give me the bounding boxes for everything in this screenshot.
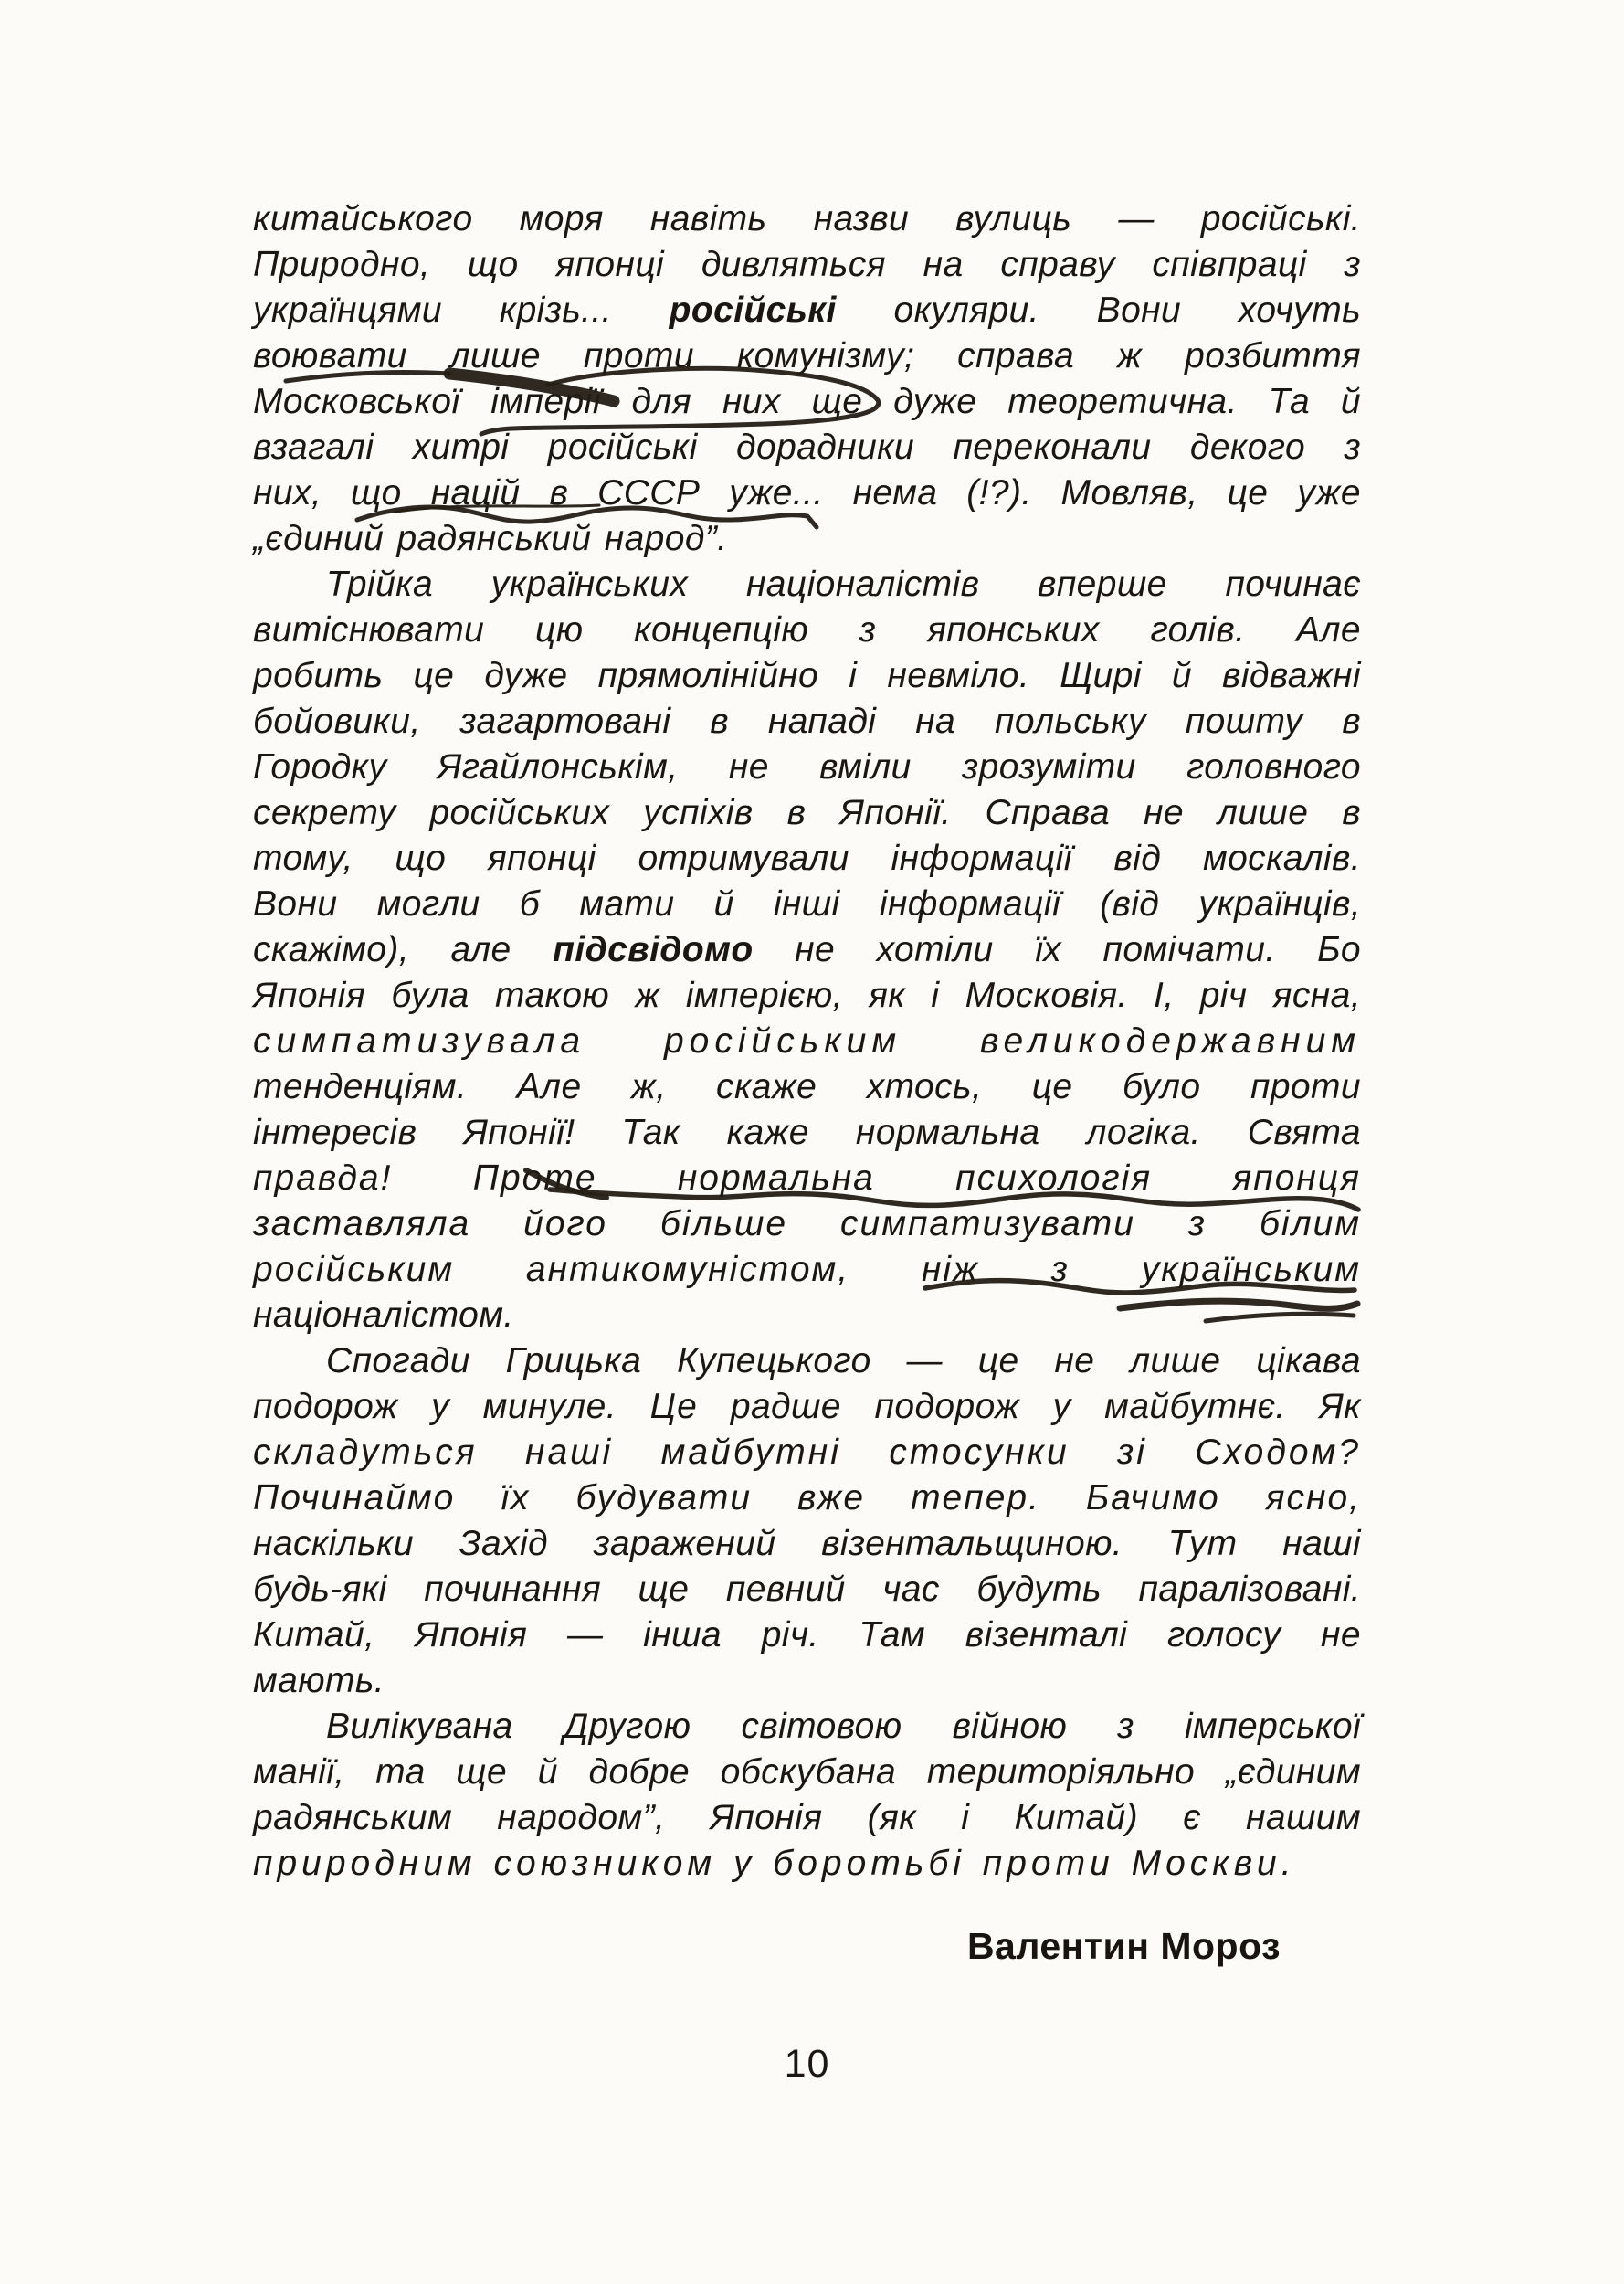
- text-run: інтересів Японії! Так каже нормальна логіка. Свята: [253, 1113, 1361, 1152]
- text-line: [253, 1658, 1361, 1704]
- text-line: [253, 1338, 1361, 1384]
- text-line: [253, 1156, 1361, 1201]
- text-line: [253, 790, 1361, 836]
- text-run: складуться наші майбутні стосунки зі Сходом?: [253, 1433, 1361, 1472]
- text-run: Московської імперії для них ще дуже теоретична. Та й: [253, 382, 1361, 421]
- bold-text-run: російські: [669, 291, 837, 330]
- text-line: [253, 471, 1361, 516]
- text-run: манії, та ще й добре обскубана територіяльно „єдиним: [253, 1752, 1361, 1792]
- text-run: секрету російських успіхів в Японії. Справа не лише в: [253, 793, 1361, 832]
- text-line: [253, 1521, 1361, 1567]
- text-line: [253, 1201, 1361, 1247]
- text-line: [253, 973, 1361, 1019]
- text-run: Природно, що японці дивляться на справу співпраці з: [253, 245, 1361, 284]
- text-run: природним союзником у боротьбі проти Москви.: [253, 1844, 1296, 1883]
- text-run: подорож у минуле. Це радше подорож у майбутнє. Як: [253, 1387, 1361, 1426]
- author-signature: Валентин Мороз: [966, 1925, 1281, 1967]
- text-line: [253, 196, 1361, 242]
- text-line: [253, 608, 1361, 653]
- text-run: мають.: [253, 1661, 385, 1700]
- text-line: [253, 1750, 1361, 1795]
- text-line: [253, 1704, 1361, 1750]
- text-run: Японія була такою ж імперією, як і Московія. І, річ ясна,: [253, 976, 1361, 1015]
- text-run: націоналістом.: [253, 1295, 514, 1335]
- text-line: [253, 1247, 1361, 1293]
- text-line: [253, 333, 1361, 379]
- text-line: [253, 653, 1361, 699]
- text-run: тенденціям. Але ж, скаже хтось, це було проти: [253, 1067, 1361, 1106]
- text-run: Городку Ягайлонськім, не вміли зрозуміти головного: [253, 747, 1361, 787]
- text-line: [253, 1567, 1361, 1613]
- text-run: українцями крізь...: [253, 291, 670, 330]
- text-run: не хотіли їх помічати. Бо: [753, 930, 1361, 969]
- text-run: тому, що японці отримували інформації від москалів.: [253, 839, 1361, 878]
- text-line: [253, 1430, 1361, 1475]
- text-run: взагалі хитрі російські дорадники переконали декого з: [253, 428, 1361, 467]
- page-number: 10: [784, 2042, 830, 2086]
- text-line: [253, 1795, 1361, 1841]
- text-run: симпатизувала російським великодержавним: [253, 1021, 1361, 1061]
- text-line: [253, 1293, 1361, 1338]
- text-line: [253, 1019, 1361, 1064]
- text-line: [253, 288, 1361, 333]
- text-run: наскільки Захід заражений візентальщиною. Тут наші: [253, 1524, 1361, 1563]
- text-run: окуляри. Вони хочуть: [836, 291, 1361, 330]
- text-line: [253, 1110, 1361, 1156]
- text-line: [253, 1475, 1361, 1521]
- text-run: Китай, Японія — інша річ. Там візенталі голосу не: [253, 1615, 1361, 1655]
- text-line: [253, 1841, 1361, 1887]
- text-run: радянським народом”, Японія (як і Китай) є нашим: [253, 1798, 1361, 1837]
- text-run: Спогади Грицька Купецького — це не лише цікава: [326, 1341, 1361, 1380]
- text-line: [253, 745, 1361, 790]
- bold-text-run: підсвідомо: [553, 930, 754, 969]
- text-run: „єдиний радянський народ”.: [253, 519, 728, 558]
- text-run: Починаймо їх будувати вже тепер. Бачимо ясно,: [253, 1478, 1361, 1517]
- text-run: робить це дуже прямолінійно і невміло. Щирі й відважні: [253, 656, 1361, 695]
- text-run: будь-які починання ще певний час будуть паралізовані.: [253, 1570, 1361, 1609]
- text-line: [253, 379, 1361, 425]
- text-run: правда! Проте нормальна психологія японця: [253, 1158, 1361, 1198]
- text-run: російським антикомуністом, ніж з українським: [253, 1250, 1361, 1289]
- body-text: [253, 196, 1361, 1887]
- text-line: [253, 425, 1361, 471]
- text-line: [253, 516, 1361, 562]
- text-line: [253, 242, 1361, 288]
- text-line: [253, 1384, 1361, 1430]
- text-run: воювати лише проти комунізму; справа ж розбиття: [253, 336, 1361, 375]
- text-line: [253, 699, 1361, 745]
- text-run: них, що націй в СССР уже... нема (!?). Мовляв, це уже: [253, 473, 1361, 513]
- text-run: китайського моря навіть назви вулиць — російські.: [253, 199, 1361, 238]
- text-line: [253, 1613, 1361, 1658]
- text-run: витіснювати цю концепцію з японських голів. Але: [253, 610, 1361, 650]
- text-run: Вилікувана Другою світовою війною з імперської: [326, 1707, 1361, 1746]
- text-run: Вони могли б мати й інші інформації (від українців,: [253, 884, 1361, 924]
- text-line: [253, 882, 1361, 927]
- text-run: бойовики, загартовані в нападі на польську пошту в: [253, 702, 1361, 741]
- text-run: скажімо), але: [253, 930, 554, 969]
- text-run: Трійка українських націоналістів вперше починає: [326, 565, 1361, 604]
- text-line: [253, 1064, 1361, 1110]
- text-line: [253, 562, 1361, 608]
- text-run: заставляла його більше симпатизувати з білим: [253, 1204, 1361, 1243]
- text-line: [253, 927, 1361, 973]
- text-line: [253, 836, 1361, 882]
